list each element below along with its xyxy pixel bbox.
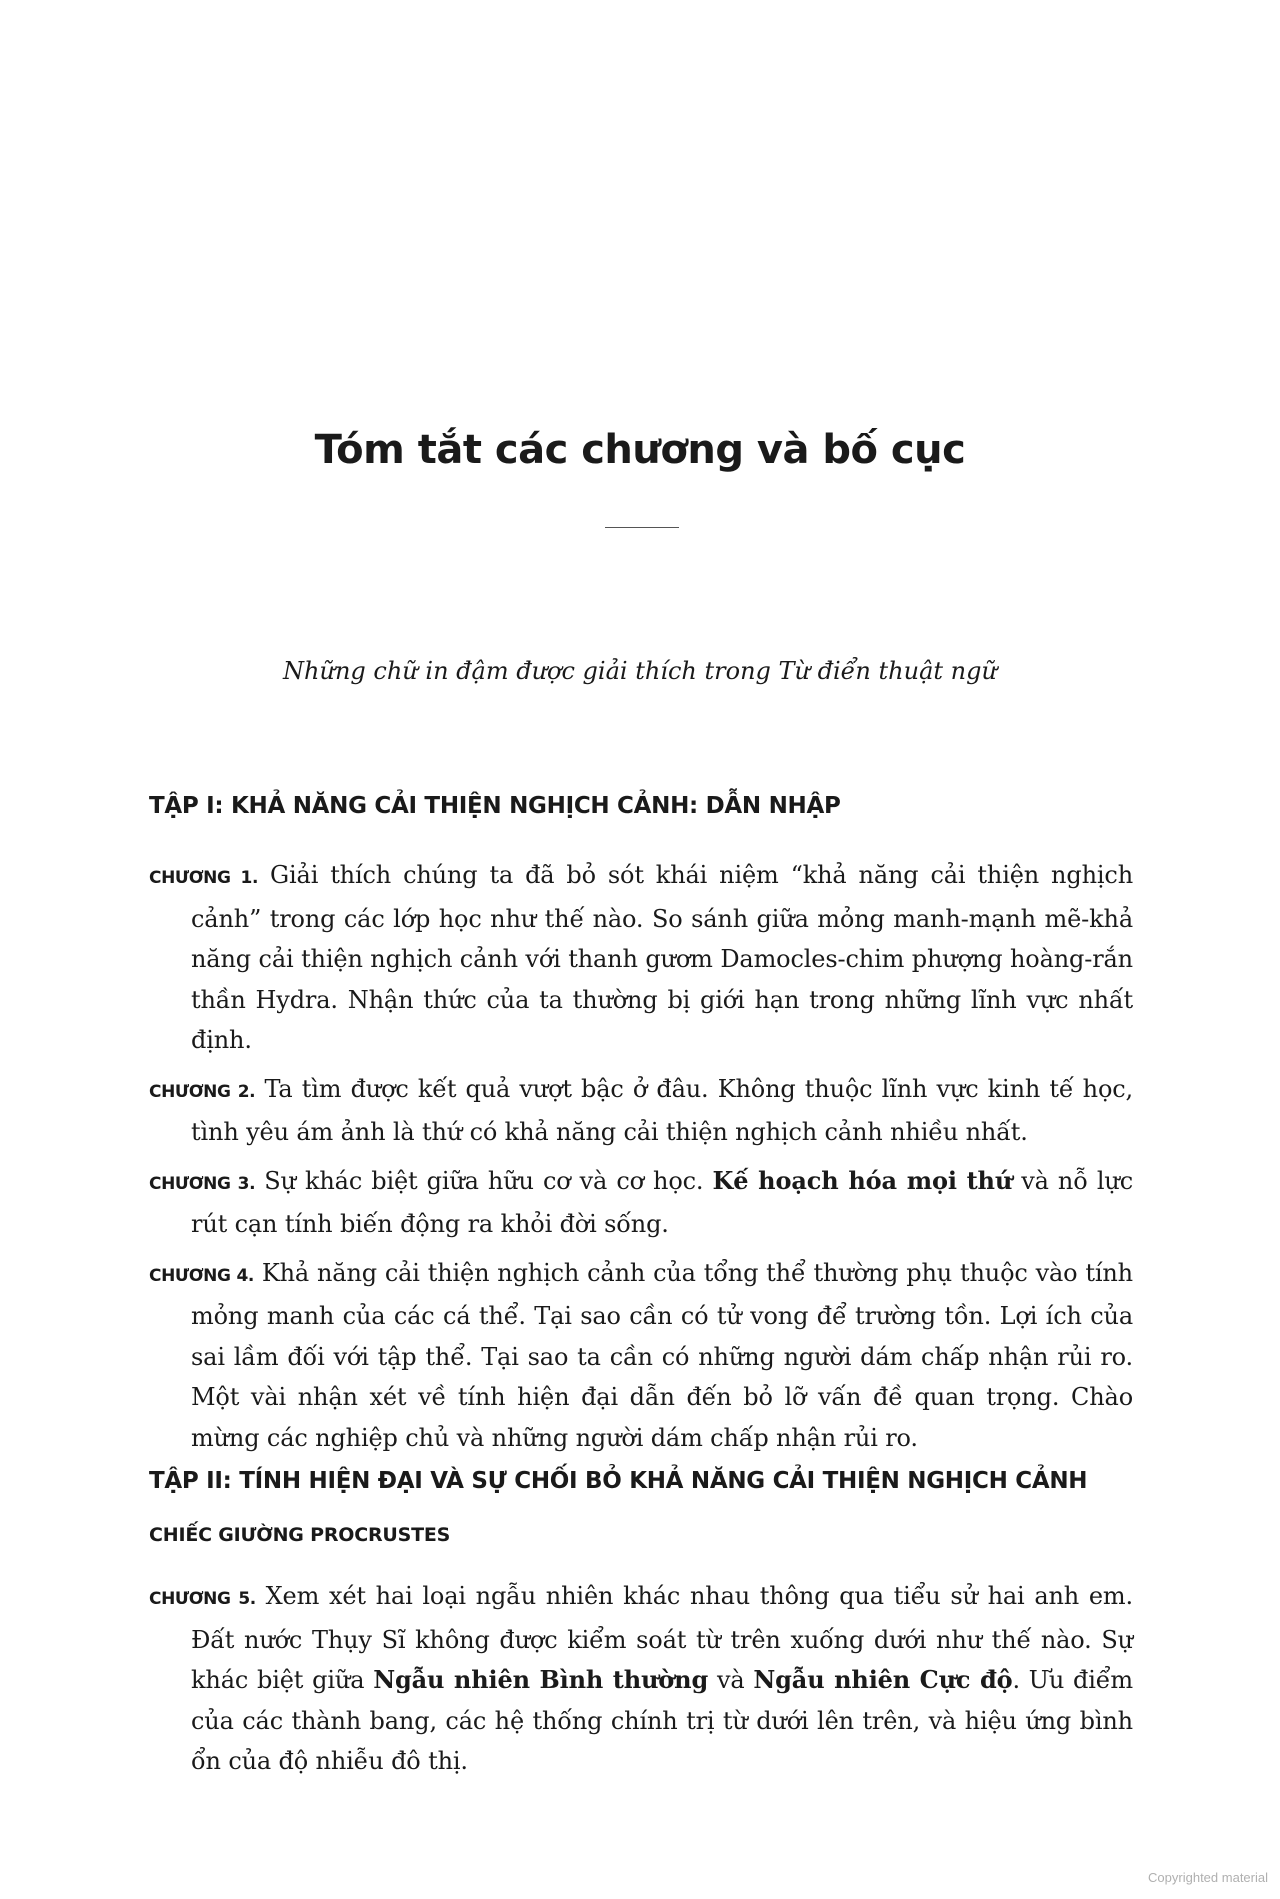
chapter-5-bold-term-b: Ngẫu nhiên Cực độ (753, 1665, 1013, 1694)
chapter-5-bold-term-a: Ngẫu nhiên Bình thường (373, 1665, 709, 1694)
part-2-section (149, 1468, 1133, 1782)
part-1-section (149, 793, 1133, 1458)
part-1-heading: TẬP I: KHẢ NĂNG CẢI THIỆN NGHỊCH CẢNH: DẪN NHẬP (149, 793, 841, 819)
chapter-2-text: Ta tìm được kết quả vượt bậc ở đâu. Không thuộc lĩnh vực kinh tế học, tình yêu ám ảnh là thứ có khả năng cải thiện nghịch cảnh nhiều nhất. (191, 1074, 1134, 1146)
chapter-4 (149, 1253, 1133, 1459)
chapter-3 (149, 1161, 1133, 1245)
chapter-2-label: CHƯƠNG 2. (149, 1081, 256, 1102)
chapter-5-text-b: và (716, 1666, 745, 1694)
chapter-5-text-a: Xem xét hai loại ngẫu nhiên khác nhau thông qua tiểu sử hai anh em. Đất nước Thụy Sĩ không được kiểm soát từ trên xuống dưới như thế nào. Sự khác biệt giữa (191, 1582, 1133, 1694)
chapter-3-label: CHƯƠNG 3. (149, 1173, 256, 1194)
chapter-5-text-c: . Ưu điểm của các thành bang, các hệ thống chính trị từ dưới lên trên, và hiệu ứng bình ổn của độ nhiễu đô thị. (191, 1666, 1133, 1775)
chapter-4-label: CHƯƠNG 4. (149, 1265, 254, 1286)
part-2-heading: TẬP II: TÍNH HIỆN ĐẠI VÀ SỰ CHỐI BỎ KHẢ NĂNG CẢI THIỆN NGHỊCH CẢNH (149, 1468, 1088, 1494)
chapter-3-text-after: và nỗ lực rút cạn tính biến động ra khỏi đời sống. (191, 1166, 1134, 1238)
chapter-4-text: Khả năng cải thiện nghịch cảnh của tổng thể thường phụ thuộc vào tính mỏng manh của các cá thể. Tại sao cần có tử vong để trường tồn. Lợi ích của sai lầm đối với tập thể. Tại sao ta cần có những người dám chấp nhận rủi ro. Một vài nhận xét về tính hiện đại dẫn đến bỏ lỡ vấn đề quan trọng. Chào mừng các nghiệp chủ và những người dám chấp nhận rủi ro. (191, 1258, 1133, 1452)
chapter-5-label: CHƯƠNG 5. (149, 1589, 256, 1609)
chapter-5 (149, 1576, 1133, 1782)
page-title: Tóm tắt các chương và bố cục (314, 427, 966, 473)
chapter-3-bold-term: Kế hoạch hóa mọi thứ (712, 1165, 1013, 1195)
title-divider (605, 527, 679, 528)
chapter-1-label: CHƯƠNG 1. (149, 868, 259, 888)
chapter-2 (149, 1069, 1133, 1153)
subtitle: Những chữ in đậm được giải thích trong Từ điển thuật ngữ (283, 657, 997, 685)
chapter-1-text: Giải thích chúng ta đã bỏ sót khái niệm “khả năng cải thiện nghịch cảnh” trong các lớp học như thế nào. So sánh giữa mỏng manh-mạnh mẽ-khả năng cải thiện nghịch cảnh với thanh gươm Damocles-chim phượng hoàng-rắn thần Hydra. Nhận thức của ta thường bị giới hạn trong những lĩnh vực nhất định. (191, 861, 1134, 1054)
chapter-1 (149, 855, 1133, 1061)
part-2-subheading: CHIẾC GIƯỜNG PROCRUSTES (149, 1524, 451, 1546)
copyright-notice: Copyrighted material (1148, 1870, 1268, 1885)
chapter-3-text-before: Sự khác biệt giữa hữu cơ và cơ học. (264, 1166, 704, 1195)
